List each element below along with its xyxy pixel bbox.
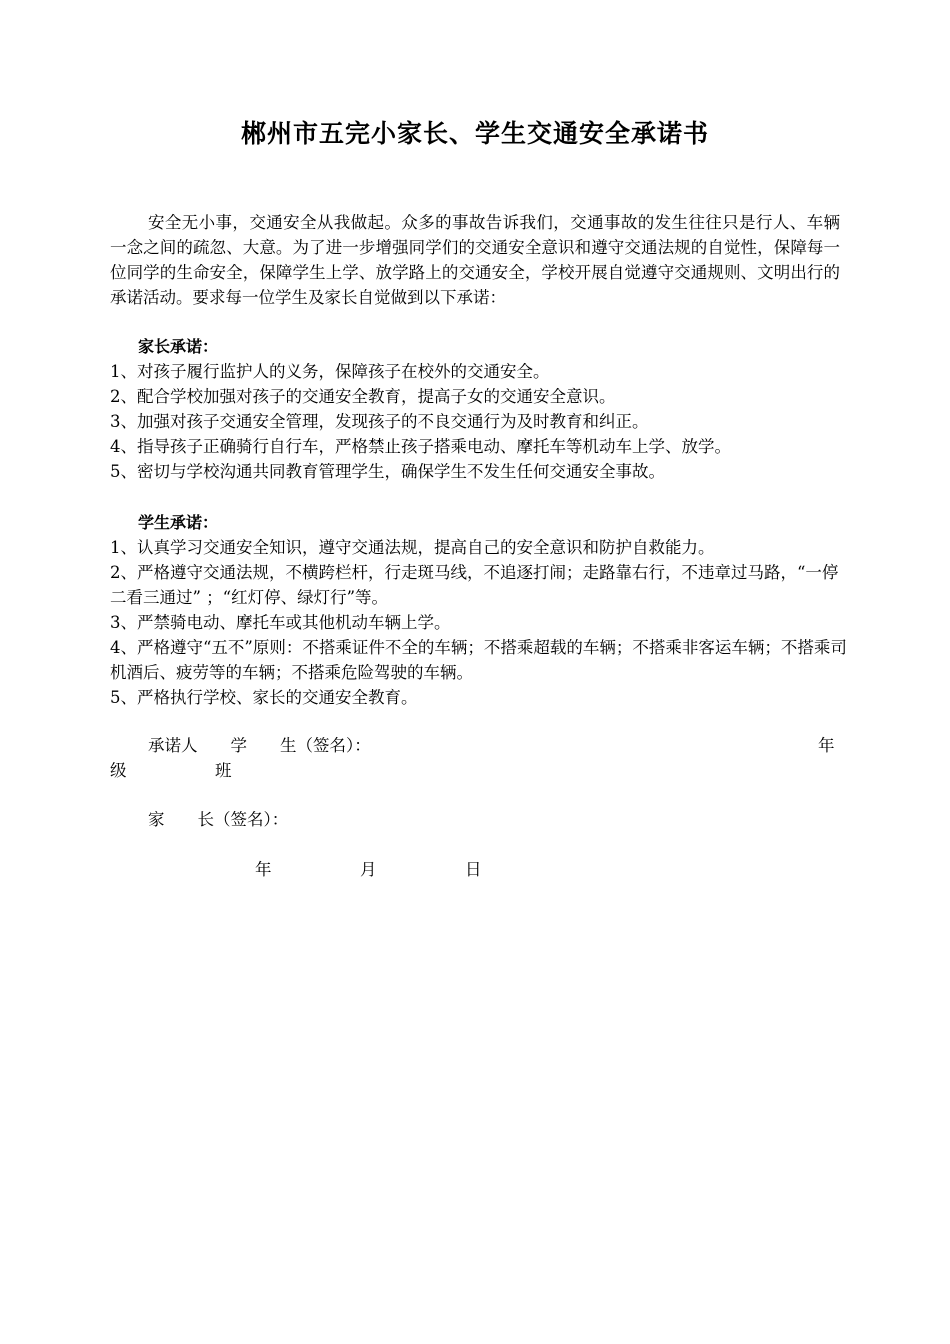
list-item: 1、认真学习交通安全知识，遵守交通法规，提高自己的安全意识和防护自救能力。: [110, 538, 715, 557]
list-item: 5、密切与学校沟通共同教育管理学生，确保学生不发生任何交通安全事故。: [110, 462, 665, 481]
document-title: 郴州市五完小家长、学生交通安全承诺书: [240, 119, 709, 148]
parent-promise-list: [110, 359, 850, 484]
date-year-label: 年: [255, 860, 272, 879]
date-month-label: 月: [360, 860, 377, 879]
class-label: 班: [215, 761, 232, 780]
grade-label-ji: 级: [110, 761, 127, 780]
intro-paragraph: 安全无小事，交通安全从我做起。众多的事故告诉我们，交通事故的发生往往只是行人、车辆一念之间的疏忽、大意。为了进一步增强同学们的交通安全意识和遵守交通法规的自觉性，保障每一位同学的生命安全，保障学生上学、放学路上的交通安全，学校开展自觉遵守交通规则、文明出行的承诺活动。要求每一位学生及家长自觉做到以下承诺：: [110, 213, 840, 307]
parent-section-heading: 家长承诺：: [138, 337, 219, 356]
list-item: 5、严格执行学校、家长的交通安全教育。: [110, 688, 418, 707]
list-item: 1、对孩子履行监护人的义务，保障孩子在校外的交通安全。: [110, 362, 550, 381]
parent-signature-label: 家 长（签名）：: [148, 810, 289, 829]
date-day-label: 日: [465, 860, 482, 879]
grade-label-nian: 年: [818, 736, 835, 755]
student-section-heading: 学生承诺：: [138, 513, 219, 532]
list-item: 4、严格遵守“五不”原则：不搭乘证件不全的车辆；不搭乘超载的车辆；不搭乘非客运车辆；不搭乘司机酒后、疲劳等的车辆；不搭乘危险驾驶的车辆。: [110, 638, 847, 682]
student-signature-label: 承诺人 学 生（签名）：: [148, 736, 371, 755]
list-item: 2、配合学校加强对孩子的交通安全教育，提高子女的交通安全意识。: [110, 387, 616, 406]
list-item: 3、加强对孩子交通安全管理，发现孩子的不良交通行为及时教育和纠正。: [110, 412, 649, 431]
list-item: 2、严格遵守交通法规，不横跨栏杆，行走斑马线，不追逐打闹；走路靠右行，不违章过马路，“一停二看三通过” ；“红灯停、绿灯行”等。: [110, 563, 839, 607]
student-promise-list: [110, 535, 850, 710]
list-item: 3、严禁骑电动、摩托车或其他机动车辆上学。: [110, 613, 451, 632]
list-item: 4、指导孩子正确骑行自行车，严格禁止孩子搭乘电动、摩托车等机动车上学、放学。: [110, 437, 731, 456]
